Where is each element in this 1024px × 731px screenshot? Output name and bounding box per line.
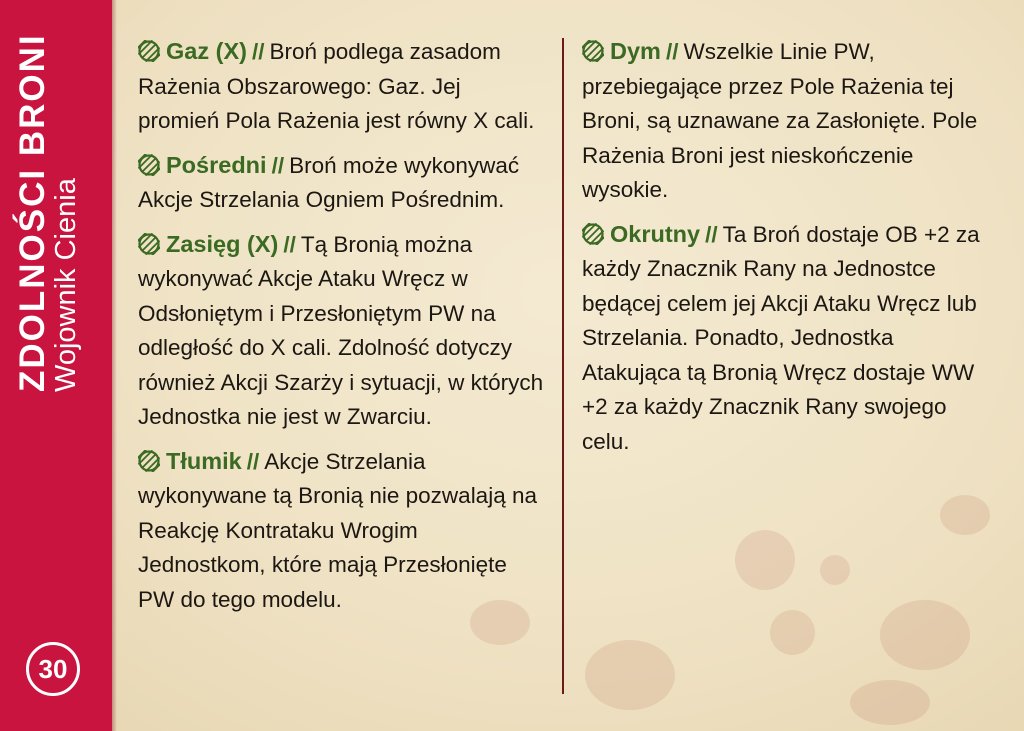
stain [850,680,930,725]
rule-separator: // [246,448,260,474]
weapon-rule-entry [138,148,546,218]
rule-text: Tą Bronią można wykonywać Akcje Ataku Wręcz w Odsłoniętym i Przesłoniętym PW na odległość do X cali. Zdolność dotyczy również Akcji Szarży i sytuacji, w których Jednostka nie jest w Zwarciu. [138,231,544,429]
weapon-rule-icon [582,221,604,243]
rule-name: Okrutny [610,220,701,247]
stain [735,530,795,590]
rule-text: Broń podlega zasadom Rażenia Obszarowego: Gaz. Jej promień Pola Rażenia jest równy X cali. [138,39,535,133]
rule-separator: // [283,231,296,257]
rule-text: Ta Broń dostaje OB +2 za każdy Znacznik Rany na Jednostce będącej celem jej Akcji Ataku Wręcz lub Strzelania. Ponadto, Jednostka Atakująca tą Bronią Wręcz dostaje WW +2 za każdy Znacznik Rany swojego celu. [582,221,980,454]
section-title: ZDOLNOŚCI BRONI [13,33,52,392]
stain [820,555,850,585]
sidebar-shadow [112,0,117,731]
section-subtitle: Wojownik Cienia [50,178,82,392]
right-column [582,34,994,468]
rule-separator: // [665,39,679,64]
column-divider [562,38,564,694]
page-number: 30 [26,642,80,696]
rule-text: Broń może wykonywać Akcje Strzelania Ogniem Pośrednim. [138,152,520,212]
rule-text: Wszelkie Linie PW, przebiegające przez Pole Rażenia tej Broni, są uznawane za Zasłonięte. Pole Rażenia Broni jest nieskończenie wysokie. [582,39,978,202]
weapon-rule-icon [138,38,160,60]
rule-name: Tłumik [166,447,242,474]
rule-text: Akcje Strzelania wykonywane tą Bronią nie pozwalają na Reakcję Kontrataku Wrogim Jednostkom, które mają Przesłonięte PW do tego modelu. [138,448,537,612]
stain [770,610,815,655]
weapon-rule-icon [138,231,160,253]
weapon-rule-icon [138,448,160,470]
weapon-rule-entry [582,217,994,460]
rule-name: Dym [610,38,661,64]
rule-separator: // [271,152,285,178]
rule-name: Zasięg (X) [166,230,279,257]
weapon-rule-icon [138,152,160,174]
weapon-rule-entry [138,34,546,139]
weapon-rule-entry [138,444,546,618]
rule-separator: // [705,221,718,247]
rule-separator: // [251,39,265,64]
weapon-rule-entry [138,227,546,435]
stain [585,640,675,710]
rule-name: Gaz (X) [166,38,247,64]
stain [880,600,970,670]
weapon-rule-icon [582,38,604,60]
sidebar-title-block [14,32,104,392]
weapon-rule-entry [582,34,994,208]
left-column [138,34,546,626]
stain [940,495,990,535]
rule-name: Pośredni [166,151,267,178]
